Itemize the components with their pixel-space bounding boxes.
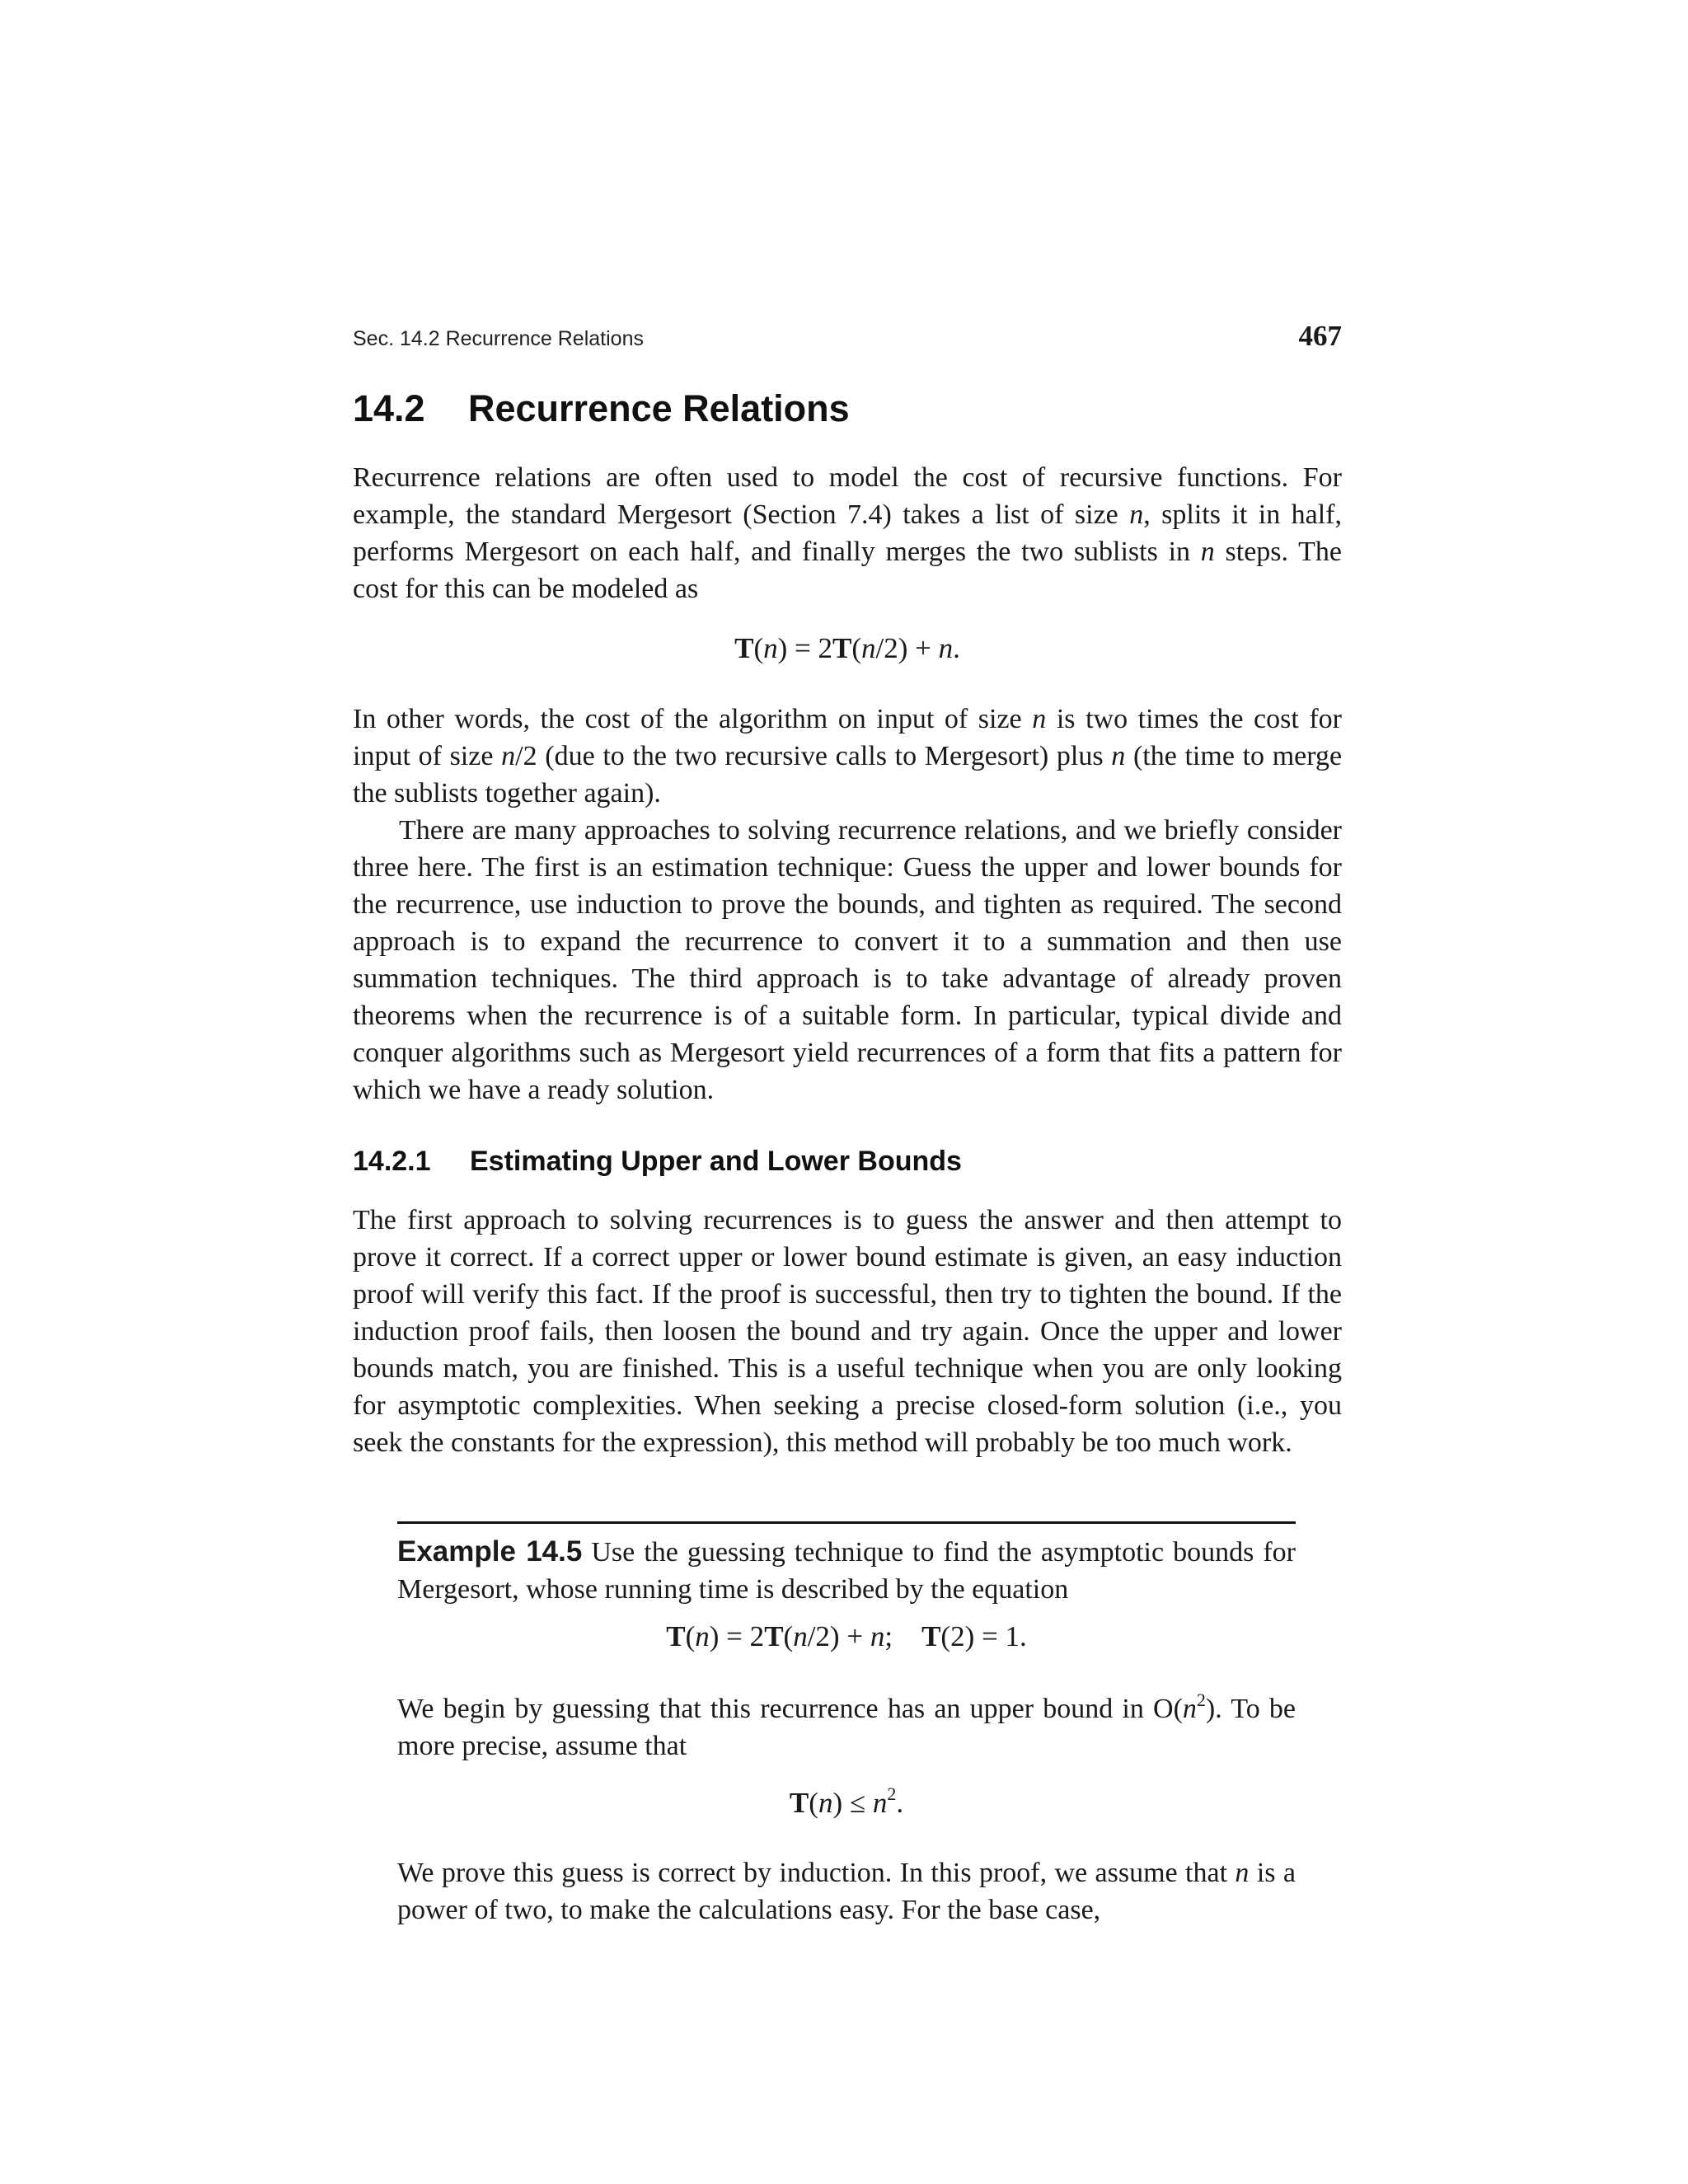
equation-mergesort: T(n) = 2T(n/2) + n; T(2) = 1. xyxy=(666,1620,1027,1652)
section-number: 14.2 xyxy=(353,387,425,429)
intro-paragraph: Recurrence relations are often used to model the cost of recursive functions. For example, the standard Mergesort (Section 7.4) takes a list of size n, splits it in half, performs Mergesort on each half, and finally merges the two sublists in n steps. The cost for this can be modeled as xyxy=(353,462,1343,604)
guess-paragraph: We begin by guessing that this recurrence has an upper bound in $O(n^2)$. To be more precise, assume that xyxy=(397,1689,1296,1761)
running-title: Sec. 14.2 Recurrence Relations xyxy=(353,327,644,350)
equation-bound: $T(n) \le n^2$. xyxy=(789,1783,904,1819)
equation-recurrence: T(n) = 2T(n/2) + n. xyxy=(734,632,960,664)
example-label: Example 14.5 xyxy=(397,1535,583,1568)
example-top-rule xyxy=(397,1521,1296,1524)
section-title: Recurrence Relations xyxy=(468,387,850,429)
explanation-paragraph: In other words, the cost of the algorithm on input of size n is two times the cost for input of size n/2 (due to the two recursive calls to Mergesort) plus n (the time to merge the sublists together again). xyxy=(353,704,1343,808)
page-number: 467 xyxy=(1298,320,1342,352)
running-header xyxy=(353,320,1342,353)
subsection-title: Estimating Upper and Lower Bounds xyxy=(470,1146,962,1177)
section-heading xyxy=(353,387,850,430)
subsection-heading xyxy=(353,1146,962,1178)
estimation-paragraph: The first approach to solving recurrences is to guess the answer and then attempt to prove it correct. If a correct upper or lower bound estimate is given, an easy induction proof will verify this fact. If the proof is successful, then try to tighten the bound. If the induction proof fails, then loosen the bound and try again. Once the upper and lower bounds match, you are finished. This is a useful technique when you are only looking for asymptotic complexities. When seeking a precise closed-form solution (i.e., you seek the constants for the expression), this method will probably be too much work. xyxy=(353,1205,1342,1458)
example-intro: Example 14.5 Use the guessing technique to find the asymptotic bounds for Mergesort, whose running time is described by the equation xyxy=(397,1535,1296,1605)
approaches-paragraph: There are many approaches to solving recurrence relations, and we briefly consider three here. The first is an estimation technique: Guess the upper and lower bounds for the recurrence, use induction to prove the bounds, and tighten as required. The second approach is to expand the recurrence to convert it to a summation and then use summation techniques. The third approach is to take advantage of already proven theorems when the recurrence is of a suitable form. In particular, typical divide and conquer algorithms such as Mergesort yield recurrences of a form that fits a pattern for which we have a ready solution. xyxy=(353,815,1342,1105)
proof-paragraph: We prove this guess is correct by induction. In this proof, we assume that n is a power of two, to make the calculations easy. For the base case, xyxy=(397,1858,1296,1925)
subsection-number: 14.2.1 xyxy=(353,1146,431,1177)
